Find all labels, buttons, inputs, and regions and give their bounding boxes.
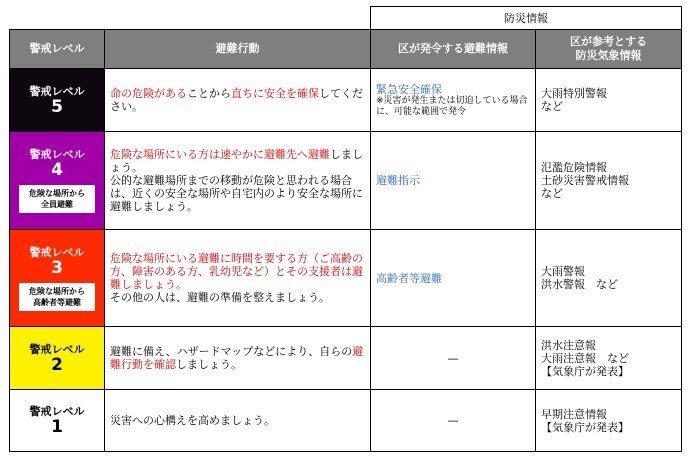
level-number: 3 bbox=[51, 257, 63, 278]
level-label: 警戒レベル bbox=[29, 148, 85, 161]
evac-info-cell bbox=[371, 69, 536, 132]
level-1-cell bbox=[10, 390, 105, 452]
level-number: 5 bbox=[51, 96, 63, 117]
header-spacer bbox=[10, 7, 371, 30]
level-number: 4 bbox=[51, 160, 63, 180]
weather-info-column-header: 区が参考とする 防災気象情報 bbox=[536, 30, 682, 69]
weather-info-cell: 大雨警報 洪水警報 など bbox=[536, 230, 682, 327]
level-label: 警戒レベル bbox=[29, 245, 85, 259]
weather-info-cell: 早期注意情報 【気象庁が発表】 bbox=[536, 390, 682, 452]
evac-info-cell: — bbox=[371, 390, 536, 452]
evac-info-note: ※災害が発生または切迫している場合に、可能な範囲で発令 bbox=[376, 95, 528, 117]
action-cell: 命の危険があることから直ちに安全を確保してください。 bbox=[105, 69, 371, 132]
column-header-row bbox=[10, 30, 682, 69]
evac-info-label: 高齢者等避難 bbox=[376, 271, 442, 285]
action-cell: 危険な場所にいる方は速やかに避難先へ避難しましょう。 公的な避難場所までの移動が危険と思われる場合は、近くの安全な場所や自宅内のより安全な場所に避難しましょう。 bbox=[105, 132, 371, 230]
level-4-cell bbox=[10, 132, 105, 230]
evac-info-cell bbox=[371, 132, 536, 230]
action-cell: 危険な場所にいる避難に時間を要する方（ご高齢の方、障害のある方、乳幼児など）とその支援者は避難しましょう。 その他の人は、避難の準備を整えましょう。 bbox=[105, 230, 371, 327]
weather-info-cell: 洪水注意報 大雨注意報 など 【気象庁が発表】 bbox=[536, 327, 682, 390]
table-row-level-3 bbox=[10, 230, 682, 327]
table-row-level-4 bbox=[10, 132, 682, 230]
level-badge: 危険な場所から 高齢者等避難 bbox=[19, 283, 95, 311]
level-label: 警戒レベル bbox=[29, 84, 85, 98]
evac-info-label: 緊急安全確保 bbox=[376, 82, 442, 96]
table-row-level-1 bbox=[10, 390, 682, 452]
evac-info-cell: — bbox=[371, 327, 536, 390]
level-3-cell bbox=[10, 230, 105, 327]
weather-info-cell: 氾濫危険情報 土砂災害警戒情報 など bbox=[536, 132, 682, 230]
table-row-level-2 bbox=[10, 327, 682, 390]
alert-level-table bbox=[9, 6, 682, 452]
evac-info-cell bbox=[371, 230, 536, 327]
table-row-level-5 bbox=[10, 69, 682, 132]
level-number: 2 bbox=[51, 354, 63, 375]
level-number: 1 bbox=[51, 417, 63, 437]
level-5-cell bbox=[10, 69, 105, 132]
level-badge: 危険な場所から 全員避難 bbox=[19, 185, 95, 213]
action-cell: 避難に備え、ハザードマップなどにより、自らの避難行動を確認しましょう。 bbox=[105, 327, 371, 390]
evac-info-column-header: 区が発令する避難情報 bbox=[371, 30, 536, 69]
evac-info-label: 避難指示 bbox=[376, 174, 420, 187]
action-cell: 災害への心構えを高めましょう。 bbox=[105, 390, 371, 452]
level-column-header: 警戒レベル bbox=[10, 30, 105, 69]
action-column-header: 避難行動 bbox=[105, 30, 371, 69]
level-label: 警戒レベル bbox=[29, 405, 85, 418]
level-label: 警戒レベル bbox=[29, 342, 85, 356]
level-2-cell bbox=[10, 327, 105, 390]
alert-level-table-container bbox=[9, 6, 681, 452]
disaster-info-header: 防災情報 bbox=[371, 7, 682, 30]
weather-info-cell: 大雨特別警報 など bbox=[536, 69, 682, 132]
